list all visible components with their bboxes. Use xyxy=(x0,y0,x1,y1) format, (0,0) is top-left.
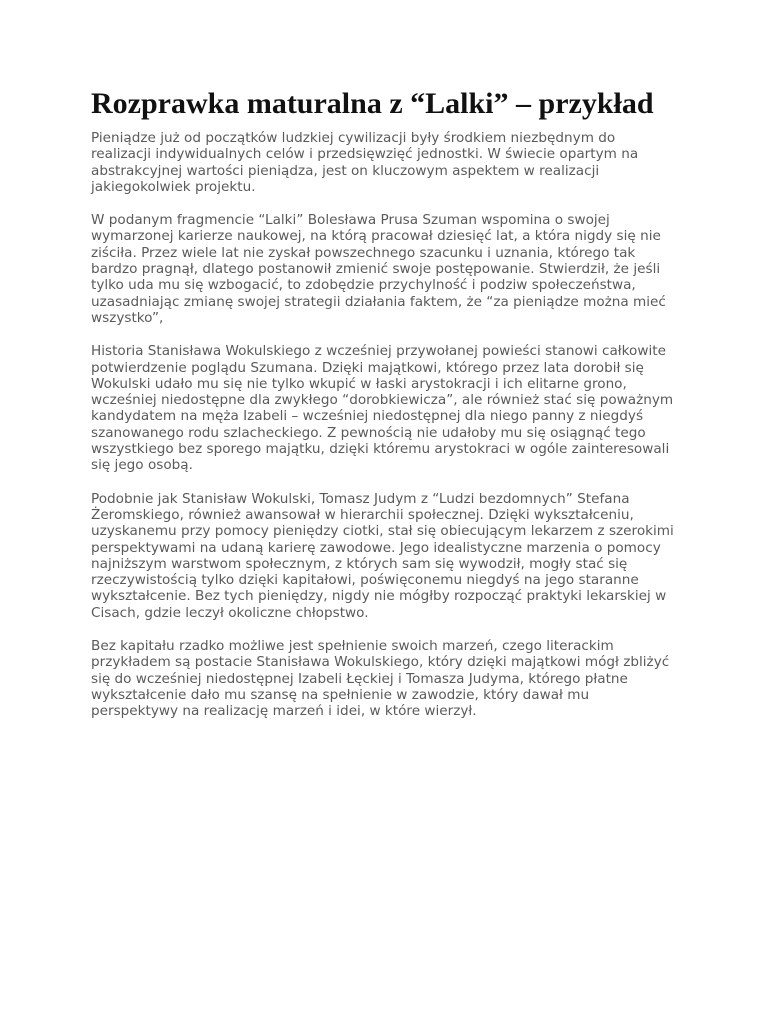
paragraph-introduction: Pieniądze już od początków ludzkiej cywilizacji były środkiem niezbędnym do realizacji indywidualnych celów i przedsięwzięć jednostki. W świecie opartym na abstrakcyjnej wartości pieniądza, jest on kluczowym aspektem w realizacji jakiegokolwiek projektu. xyxy=(91,130,639,195)
paragraph-conclusion: Bez kapitału rzadko możliwe jest spełnienie swoich marzeń, czego literackim przykładem są postacie Stanisława Wokulskiego, który dzięki majątkowi mógł zbliżyć się do wcześniej niedostępnej Izabeli Łęckiej i Tomasza Judyma, którego płatne wykształcenie dało mu szansę na spełnienie w zawodzie, który dawał mu perspektywy na realizację marzeń i idei, w które wierzył. xyxy=(91,638,670,720)
paragraph-judym: Podobnie jak Stanisław Wokulski, Tomasz Judym z “Ludzi bezdomnych” Stefana Żeromskiego, również awansował w hierarchii społecznej. Dzięki wykształceniu, uzyskanemu przy pomocy pieniędzy ciotki, stał się obiecującym lekarzem z szerokimi perspektywami na udaną karierę zawodowe. Jego idealistyczne marzenia o pomocy najniższym warstwom społecznym, z których sam się wywodził, mogły stać się rzeczywistością tylko dzięki kapitałowi, poświęconemu niegdyś na jego staranne wykształcenie. Bez tych pieniędzy, nigdy nie mógłby rozpocząć praktyki lekarskiej w Cisach, gdzie leczył okoliczne chłopstwo. xyxy=(91,490,674,621)
document-body xyxy=(91,86,679,737)
paragraph-wokulski: Historia Stanisława Wokulskiego z wcześniej przywołanej powieści stanowi całkowite potwierdzenie poglądu Szumana. Dzięki majątkowi, którego przez lata dorobił się Wokulski udało mu się nie tylko wkupić w łaski arystokracji i ich elitarne grono, wcześniej niedostępne dla zwykłego “dorobkiewicza”, ale również stać się poważnym kandydatem na męża Izabeli – wcześniej niedostępnej dla niego panny z niegdyś szanowanego rodu szlacheckiego. Z pewnością nie udałoby mu się osiągnąć tego wszystkiego bez sporego majątku, dzięki któremu arystokraci w ogóle zainteresowali się jego osobą. xyxy=(91,343,674,474)
document-title: Rozprawka maturalna z “Lalki” – przykład xyxy=(91,87,654,120)
paragraph-szuman: W podanym fragmencie “Lalki” Bolesława Prusa Szuman wspomina o swojej wymarzonej karierze naukowej, na którą pracował dziesięć lat, a która nigdy się nie ziściła. Przez wiele lat nie zyskał powszechnego szacunku i uznania, którego tak bardzo pragnął, dlatego postanowił zmienić swoje postępowanie. Stwierdził, że jeśli tylko uda mu się wzbogacić, to zdobędzie przychylność i podziw społeczeństwa, uzasadniając zmianę swojej strategii działania faktem, że “za pieniądze można mieć wszystko”, xyxy=(91,212,666,326)
